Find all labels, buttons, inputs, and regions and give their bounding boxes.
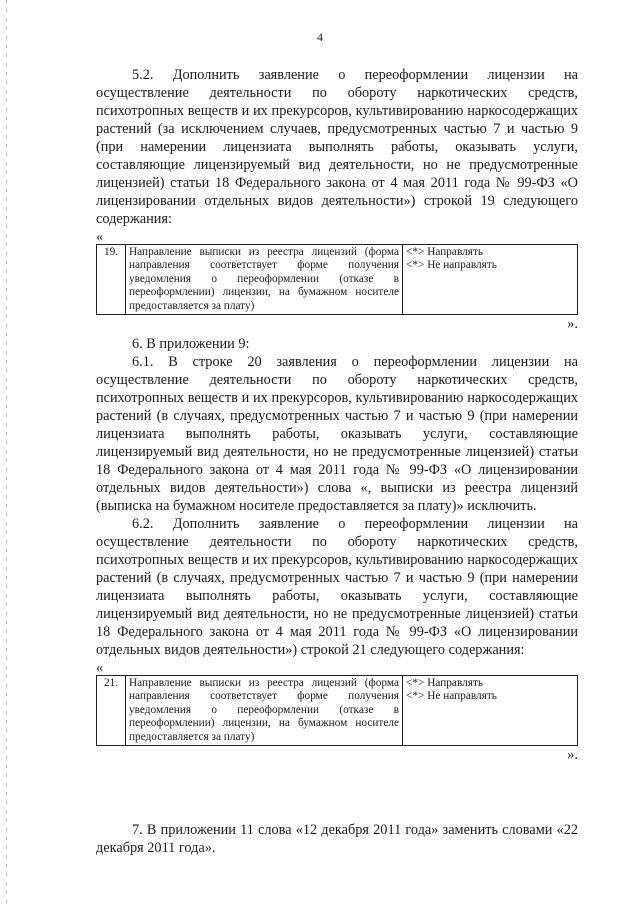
section-7: [96, 821, 578, 857]
paragraph-7: 7. В приложении 11 слова «12 декабря 2011 года» заменить словами «22 декабря 2011 года».: [96, 822, 578, 856]
option-send: <*> Направлять: [406, 246, 484, 258]
quote-open-mark: «: [96, 229, 104, 245]
row-19-table: [96, 244, 578, 315]
row-number: 21.: [97, 676, 126, 746]
page-number: 4: [317, 30, 323, 44]
paragraph-6-1: 6.1. В строке 20 заявления о переоформлении лицензии на осуществление деятельности по обороту наркотических средств, психотропных веществ и их прекурсоров, культивированию наркосодержащих растений (в случаях, предусмотренных частью 7 и частью 9 (при намерении лицензиата выполнять работы, оказывать услуги, составляющие лицензируемый вид деятельности, но не предусмотренные лицензией) статьи 18 Федерального закона от 4 мая 2011 года № 99-ФЗ «О лицензировании отдельных видов деятельности») слова «, выписки из реестра лицензий (выписка на бумажном носителе предоставляется за плату)» исключить.: [96, 354, 578, 514]
scan-edge: [6, 0, 7, 905]
table-row: [97, 676, 578, 746]
row-options: [403, 676, 578, 746]
quote-close-mark: ».: [567, 747, 578, 764]
row-description: Направление выписки из реестра лицензий (форма направления соответствует форме получения уведомления о переоформлении (отказе в переоформлении) лицензии, на бумажном носителе предоставляется за плату): [126, 676, 403, 746]
table-row: [97, 245, 578, 315]
paragraph-6-2: 6.2. Дополнить заявление о переоформлении лицензии на осуществление деятельности по обороту наркотических средств, психотропных веществ и их прекурсоров, культивированию наркосодержащих растений (в случаях, предусмотренных частью 7 и частью 9 (при намерении лицензиата выполнять работы, оказывать услуги, составляющие лицензируемый вид деятельности, но не предусмотренные лицензией) статьи 18 Федерального закона от 4 мая 2011 года № 99-ФЗ «О лицензировании отдельных видов деятельности») строкой 21 следующего содержания:: [96, 516, 578, 658]
row-options: [403, 245, 578, 315]
row-21-table: [96, 675, 578, 746]
quote-close-mark: ».: [567, 316, 578, 333]
option-send: <*> Направлять: [406, 677, 484, 689]
paragraph-5-2: 5.2. Дополнить заявление о переоформлении лицензии на осуществление деятельности по обороту наркотических средств, психотропных веществ и их прекурсоров, культивированию наркосодержащих растений (за исключением случаев, предусмотренных частью 7 и частью 9 (при намерении лицензиата выполнять работы, оказывать услуги, составляющие лицензируемый вид деятельности, но не предусмотренные лицензией) статьи 18 Федерального закона от 4 мая 2011 года № 99-ФЗ «О лицензировании отдельных видов деятельности») строкой 19 следующего содержания:: [96, 67, 578, 227]
row-description: Направление выписки из реестра лицензий (форма направления соответствует форме получения уведомления о переоформлении (отказе в переоформлении) лицензии, на бумажном носителе предоставляется за плату): [126, 245, 403, 315]
paragraph-6: 6. В приложении 9:: [132, 336, 250, 352]
option-not-send: <*> Не направлять: [406, 690, 497, 703]
section-6: [96, 335, 578, 764]
row-number: 19.: [97, 245, 126, 315]
option-not-send: <*> Не направлять: [406, 259, 497, 272]
section-5-2: [96, 66, 578, 333]
quote-open-mark: «: [96, 660, 104, 676]
